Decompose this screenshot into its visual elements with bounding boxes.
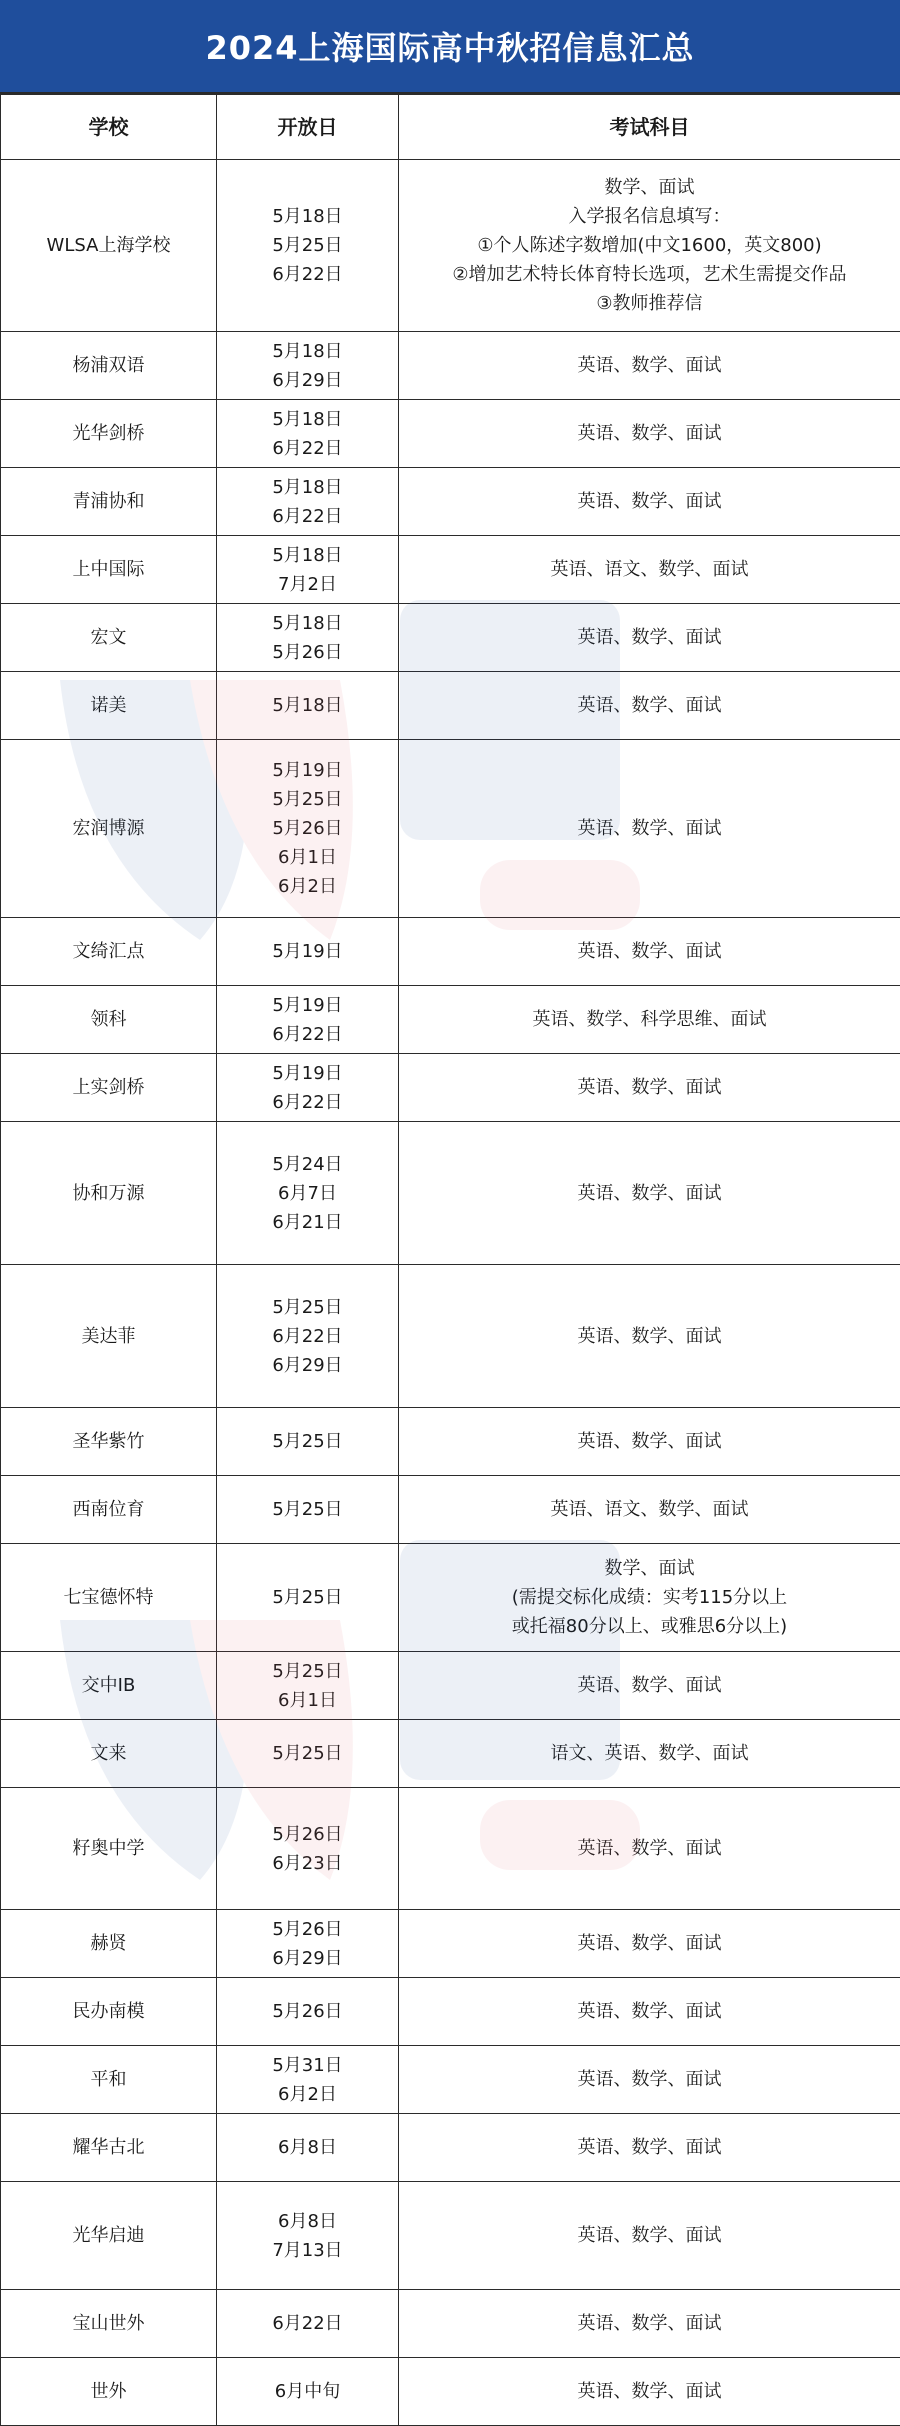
open-day-date: 5月24日 xyxy=(223,1150,392,1179)
cell-exam-subjects xyxy=(399,468,900,536)
table-row xyxy=(1,2182,900,2290)
open-day-date: 6月29日 xyxy=(223,1351,392,1380)
exam-subject-line: 英语、数学、面试 xyxy=(405,2309,894,2338)
open-day-date: 5月25日 xyxy=(223,785,392,814)
table-row xyxy=(1,1054,900,1122)
exam-subject-line: 英语、数学、面试 xyxy=(405,814,894,843)
cell-school: 杨浦双语 xyxy=(1,332,217,400)
exam-subject-line: 英语、数学、面试 xyxy=(405,1179,894,1208)
open-day-date: 5月26日 xyxy=(223,638,392,667)
cell-open-days xyxy=(217,1544,399,1652)
exam-subject-line: 英语、数学、面试 xyxy=(405,351,894,380)
header-school: 学校 xyxy=(1,95,217,160)
open-day-date: 6月8日 xyxy=(223,2207,392,2236)
open-day-date: 6月29日 xyxy=(223,1944,392,1973)
cell-exam-subjects xyxy=(399,2358,900,2426)
cell-school: 领科 xyxy=(1,986,217,1054)
open-day-date: 6月2日 xyxy=(223,872,392,901)
table-row xyxy=(1,2046,900,2114)
table-row xyxy=(1,604,900,672)
cell-exam-subjects xyxy=(399,1408,900,1476)
open-day-date: 5月25日 xyxy=(223,1293,392,1322)
exam-subject-line: 英语、数学、面试 xyxy=(405,1834,894,1863)
open-day-date: 5月19日 xyxy=(223,937,392,966)
cell-exam-subjects xyxy=(399,2114,900,2182)
exam-subject-line: 英语、语文、数学、面试 xyxy=(405,555,894,584)
cell-exam-subjects xyxy=(399,1476,900,1544)
table-row xyxy=(1,1910,900,1978)
exam-subject-line: 英语、数学、面试 xyxy=(405,1929,894,1958)
table-row xyxy=(1,672,900,740)
cell-school: 西南位育 xyxy=(1,1476,217,1544)
cell-school: 平和 xyxy=(1,2046,217,2114)
open-day-date: 5月18日 xyxy=(223,609,392,638)
cell-school: 宝山世外 xyxy=(1,2290,217,2358)
table-row xyxy=(1,332,900,400)
open-day-date: 6月22日 xyxy=(223,1088,392,1117)
header-exam-subjects: 考试科目 xyxy=(399,95,900,160)
cell-school: 圣华紫竹 xyxy=(1,1408,217,1476)
open-day-date: 5月19日 xyxy=(223,1059,392,1088)
open-day-date: 5月18日 xyxy=(223,541,392,570)
open-day-date: 5月18日 xyxy=(223,202,392,231)
open-day-date: 6月22日 xyxy=(223,260,392,289)
open-day-date: 7月13日 xyxy=(223,2236,392,2265)
open-day-date: 6月21日 xyxy=(223,1208,392,1237)
table-row xyxy=(1,400,900,468)
table-row xyxy=(1,1476,900,1544)
open-day-date: 5月25日 xyxy=(223,1427,392,1456)
exam-subject-line: 英语、数学、面试 xyxy=(405,2133,894,2162)
table-row xyxy=(1,1652,900,1720)
cell-exam-subjects xyxy=(399,1265,900,1408)
cell-open-days xyxy=(217,2358,399,2426)
table-row xyxy=(1,160,900,332)
cell-open-days xyxy=(217,1054,399,1122)
open-day-date: 7月2日 xyxy=(223,570,392,599)
open-day-date: 5月25日 xyxy=(223,1495,392,1524)
cell-exam-subjects xyxy=(399,2046,900,2114)
cell-exam-subjects xyxy=(399,1652,900,1720)
table-row xyxy=(1,740,900,918)
open-day-date: 6月22日 xyxy=(223,434,392,463)
cell-open-days xyxy=(217,1476,399,1544)
exam-subject-line: 英语、数学、面试 xyxy=(405,419,894,448)
cell-open-days xyxy=(217,1910,399,1978)
cell-open-days xyxy=(217,1122,399,1265)
table-row xyxy=(1,1720,900,1788)
cell-open-days xyxy=(217,2182,399,2290)
cell-exam-subjects xyxy=(399,1122,900,1265)
cell-open-days xyxy=(217,1408,399,1476)
cell-school: 七宝德怀特 xyxy=(1,1544,217,1652)
table-header-row xyxy=(1,95,900,160)
header-open-day: 开放日 xyxy=(217,95,399,160)
cell-open-days xyxy=(217,2046,399,2114)
exam-subject-line: 英语、数学、面试 xyxy=(405,623,894,652)
cell-open-days xyxy=(217,400,399,468)
cell-school: 上中国际 xyxy=(1,536,217,604)
cell-open-days xyxy=(217,1788,399,1910)
open-day-date: 6月23日 xyxy=(223,1849,392,1878)
exam-subject-line: 英语、数学、面试 xyxy=(405,937,894,966)
cell-open-days xyxy=(217,332,399,400)
cell-open-days xyxy=(217,918,399,986)
cell-school: 交中IB xyxy=(1,1652,217,1720)
cell-exam-subjects xyxy=(399,2182,900,2290)
table-row xyxy=(1,468,900,536)
cell-open-days xyxy=(217,1652,399,1720)
open-day-date: 5月25日 xyxy=(223,1739,392,1768)
cell-open-days xyxy=(217,536,399,604)
cell-exam-subjects xyxy=(399,1910,900,1978)
open-day-date: 6月中旬 xyxy=(223,2377,392,2406)
table-body xyxy=(1,160,900,2426)
cell-open-days xyxy=(217,160,399,332)
table-row xyxy=(1,986,900,1054)
cell-exam-subjects xyxy=(399,740,900,918)
open-day-date: 6月2日 xyxy=(223,2080,392,2109)
open-day-date: 5月26日 xyxy=(223,1820,392,1849)
page-title: 2024上海国际高中秋招信息汇总 xyxy=(0,0,900,94)
admissions-table xyxy=(0,94,900,2426)
open-day-date: 5月19日 xyxy=(223,756,392,785)
cell-open-days xyxy=(217,1720,399,1788)
exam-subject-line: ②增加艺术特长体育特长选项，艺术生需提交作品 xyxy=(405,260,894,289)
exam-subject-line: 英语、数学、科学思维、面试 xyxy=(405,1005,894,1034)
open-day-date: 5月18日 xyxy=(223,405,392,434)
open-day-date: 6月29日 xyxy=(223,366,392,395)
open-day-date: 5月25日 xyxy=(223,231,392,260)
cell-school: 协和万源 xyxy=(1,1122,217,1265)
cell-exam-subjects xyxy=(399,332,900,400)
cell-open-days xyxy=(217,986,399,1054)
cell-open-days xyxy=(217,1265,399,1408)
cell-school: 世外 xyxy=(1,2358,217,2426)
exam-subject-line: 数学、面试 xyxy=(405,1554,894,1583)
cell-school: 文绮汇点 xyxy=(1,918,217,986)
table-row xyxy=(1,1544,900,1652)
cell-exam-subjects xyxy=(399,1720,900,1788)
open-day-date: 5月25日 xyxy=(223,1583,392,1612)
open-day-date: 6月22日 xyxy=(223,1322,392,1351)
table-row xyxy=(1,1788,900,1910)
cell-school: 文来 xyxy=(1,1720,217,1788)
cell-exam-subjects xyxy=(399,1788,900,1910)
exam-subject-line: 英语、数学、面试 xyxy=(405,1073,894,1102)
exam-subject-line: 数学、面试 xyxy=(405,173,894,202)
exam-subject-line: 英语、数学、面试 xyxy=(405,1427,894,1456)
open-day-date: 6月7日 xyxy=(223,1179,392,1208)
cell-open-days xyxy=(217,1978,399,2046)
open-day-date: 6月22日 xyxy=(223,2309,392,2338)
exam-subject-line: 英语、数学、面试 xyxy=(405,2221,894,2250)
exam-subject-line: 英语、数学、面试 xyxy=(405,2065,894,2094)
cell-exam-subjects xyxy=(399,672,900,740)
exam-subject-line: 英语、数学、面试 xyxy=(405,691,894,720)
cell-school: 宏润博源 xyxy=(1,740,217,918)
cell-school: 上实剑桥 xyxy=(1,1054,217,1122)
cell-school: 民办南模 xyxy=(1,1978,217,2046)
open-day-date: 5月25日 xyxy=(223,1657,392,1686)
cell-exam-subjects xyxy=(399,604,900,672)
open-day-date: 5月18日 xyxy=(223,473,392,502)
exam-subject-line: 英语、语文、数学、面试 xyxy=(405,1495,894,1524)
table-row xyxy=(1,1265,900,1408)
exam-subject-line: 语文、英语、数学、面试 xyxy=(405,1739,894,1768)
cell-school: WLSA上海学校 xyxy=(1,160,217,332)
open-day-date: 6月22日 xyxy=(223,502,392,531)
open-day-date: 5月31日 xyxy=(223,2051,392,2080)
cell-exam-subjects xyxy=(399,160,900,332)
exam-subject-line: ①个人陈述字数增加(中文1600，英文800) xyxy=(405,231,894,260)
cell-exam-subjects xyxy=(399,1054,900,1122)
cell-school: 宏文 xyxy=(1,604,217,672)
open-day-date: 5月18日 xyxy=(223,337,392,366)
exam-subject-line: 英语、数学、面试 xyxy=(405,1322,894,1351)
table-row xyxy=(1,2114,900,2182)
cell-open-days xyxy=(217,468,399,536)
open-day-date: 6月1日 xyxy=(223,1686,392,1715)
exam-subject-line: (需提交标化成绩：实考115分以上 xyxy=(405,1583,894,1612)
cell-school: 耀华古北 xyxy=(1,2114,217,2182)
table-row xyxy=(1,918,900,986)
cell-open-days xyxy=(217,2290,399,2358)
open-day-date: 5月26日 xyxy=(223,814,392,843)
table-row xyxy=(1,1408,900,1476)
cell-exam-subjects xyxy=(399,918,900,986)
open-day-date: 5月26日 xyxy=(223,1915,392,1944)
cell-school: 光华剑桥 xyxy=(1,400,217,468)
cell-exam-subjects xyxy=(399,400,900,468)
open-day-date: 5月19日 xyxy=(223,991,392,1020)
cell-exam-subjects xyxy=(399,1544,900,1652)
table-row xyxy=(1,2358,900,2426)
cell-exam-subjects xyxy=(399,536,900,604)
open-day-date: 6月22日 xyxy=(223,1020,392,1049)
cell-open-days xyxy=(217,740,399,918)
table-row xyxy=(1,1122,900,1265)
exam-subject-line: 英语、数学、面试 xyxy=(405,487,894,516)
cell-school: 诺美 xyxy=(1,672,217,740)
cell-open-days xyxy=(217,672,399,740)
open-day-date: 6月1日 xyxy=(223,843,392,872)
cell-school: 光华启迪 xyxy=(1,2182,217,2290)
cell-exam-subjects xyxy=(399,2290,900,2358)
cell-exam-subjects xyxy=(399,1978,900,2046)
cell-school: 青浦协和 xyxy=(1,468,217,536)
cell-school: 美达菲 xyxy=(1,1265,217,1408)
cell-open-days xyxy=(217,604,399,672)
table-row xyxy=(1,2290,900,2358)
exam-subject-line: 英语、数学、面试 xyxy=(405,1997,894,2026)
cell-open-days xyxy=(217,2114,399,2182)
cell-school: 籽奥中学 xyxy=(1,1788,217,1910)
open-day-date: 5月18日 xyxy=(223,691,392,720)
exam-subject-line: 英语、数学、面试 xyxy=(405,1671,894,1700)
cell-school: 赫贤 xyxy=(1,1910,217,1978)
open-day-date: 6月8日 xyxy=(223,2133,392,2162)
table-row xyxy=(1,536,900,604)
exam-subject-line: ③教师推荐信 xyxy=(405,289,894,318)
cell-exam-subjects xyxy=(399,986,900,1054)
exam-subject-line: 英语、数学、面试 xyxy=(405,2377,894,2406)
open-day-date: 5月26日 xyxy=(223,1997,392,2026)
exam-subject-line: 入学报名信息填写： xyxy=(405,202,894,231)
table-row xyxy=(1,1978,900,2046)
exam-subject-line: 或托福80分以上、或雅思6分以上) xyxy=(405,1612,894,1641)
